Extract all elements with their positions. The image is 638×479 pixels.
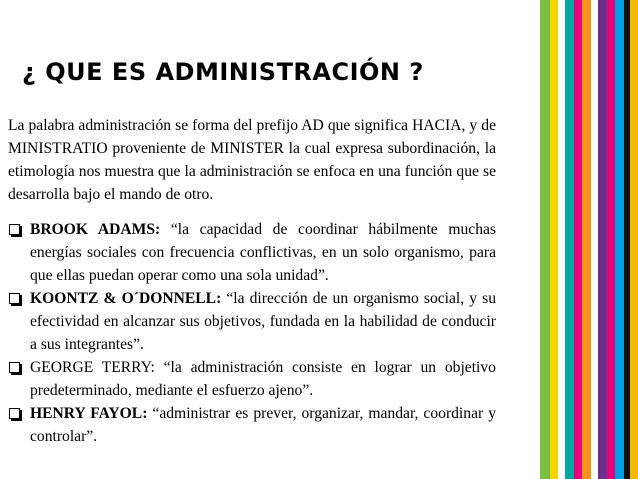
- color-stripe: [598, 0, 607, 479]
- color-stripe: [630, 0, 638, 479]
- color-stripe: [550, 0, 558, 479]
- slide-title: ¿ QUE ES ADMINISTRACIÓN ?: [22, 58, 424, 86]
- intro-paragraph: La palabra administración se forma del prefijo AD que significa HACIA, y de MINISTRATIO proveniente de MINISTER la cual expresa subordinación, la etimología nos muestra que la administración se enfoca en una función que se desarrolla bajo el mando de otro.: [8, 117, 496, 203]
- definition-text: “la dirección de un organismo social, y su efectividad en alcanzar sus objetivos, fundada en la habilidad de conducir a sus integrantes”.: [30, 290, 496, 353]
- slide-content: [8, 114, 496, 448]
- color-stripe: [615, 0, 624, 479]
- definition-text: “la administración consiste en lograr un objetivo predeterminado, mediante el esfuerzo ajeno”.: [30, 359, 496, 399]
- checkbox-bullet-icon: [9, 408, 20, 419]
- color-stripe: [540, 0, 550, 479]
- author-name: BROOK ADAMS:: [30, 221, 161, 238]
- checkbox-bullet-icon: [9, 224, 20, 235]
- color-stripe: [574, 0, 582, 479]
- definition-henry-fayol: [8, 402, 496, 448]
- definition-text: “la capacidad de coordinar hábilmente muchas energías sociales con frecuencia conflictivas, en un solo organismo, para que ellas puedan operar como una sola unidad”.: [30, 221, 496, 284]
- decorative-color-stripes: [540, 0, 638, 479]
- author-name: HENRY FAYOL:: [30, 405, 148, 422]
- color-stripe: [607, 0, 615, 479]
- author-name: GEORGE TERRY:: [30, 359, 155, 376]
- author-name: KOONTZ & O´DONNELL:: [30, 290, 222, 307]
- color-stripe: [582, 0, 591, 479]
- checkbox-bullet-icon: [9, 362, 20, 373]
- color-stripe: [591, 0, 598, 479]
- definition-text: “administrar es prever, organizar, mandar, coordinar y controlar”.: [30, 405, 496, 445]
- color-stripe: [565, 0, 574, 479]
- definition-george-terry: [8, 356, 496, 402]
- color-stripe: [558, 0, 565, 479]
- definition-koontz-odonnell: [8, 287, 496, 356]
- definition-brook-adams: [8, 218, 496, 287]
- checkbox-bullet-icon: [9, 293, 20, 304]
